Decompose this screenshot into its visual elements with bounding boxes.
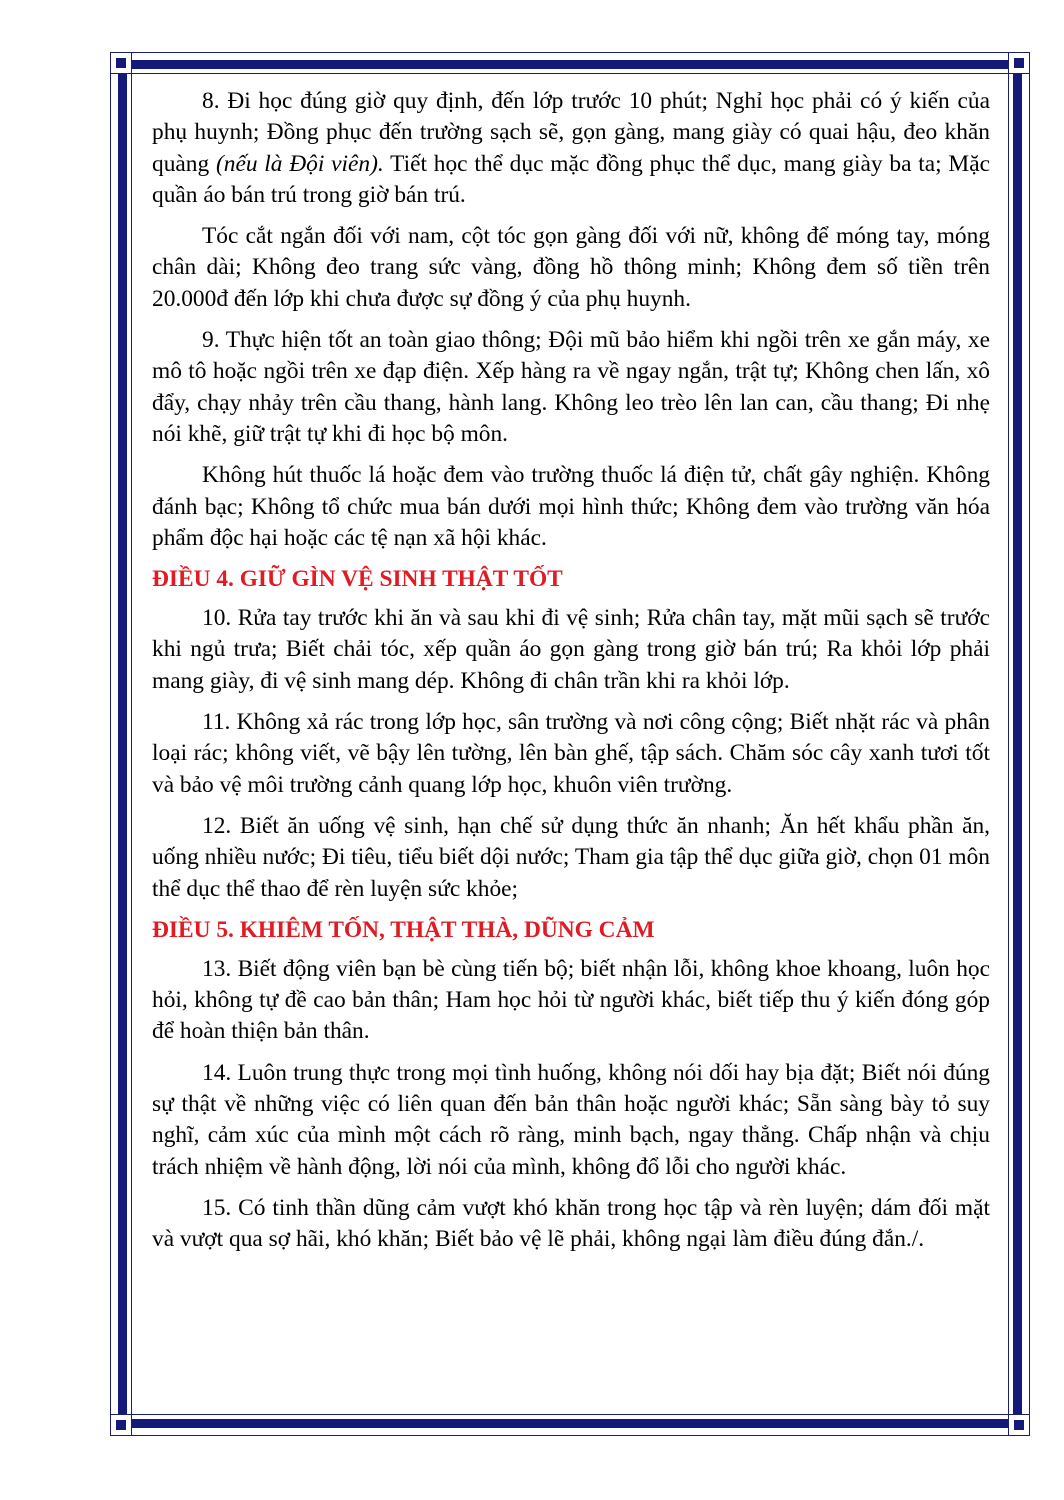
paragraph-14: 14. Luôn trung thực trong mọi tình huống, không nói dối hay bịa đặt; Biết nói đúng sự thật về những việc có liên quan đến bản thân hoặc người khác; Sẵn sàng bày tỏ suy nghĩ, cảm xúc của mình một cách rõ ràng, minh bạch, ngay thẳng. Chấp nhận và chịu trách nhiệm về hành động, lời nói của mình, không đổ lỗi cho người khác.	[152, 1059, 990, 1180]
paragraph-8	[152, 86, 990, 211]
section-heading-4: ĐIỀU 4. GIỮ GÌN VỆ SINH THẬT TỐT	[152, 566, 563, 593]
paragraph-12: 12. Biết ăn uống vệ sinh, hạn chế sử dụng thức ăn nhanh; Ăn hết khẩu phần ăn, uống nhiều nước; Đi tiêu, tiểu biết dội nước; Tham gia tập thể dục giữa giờ, chọn 01 môn thể dục thể thao để rèn luyện sức khỏe;	[152, 812, 990, 902]
section-heading-5: ĐIỀU 5. KHIÊM TỐN, THẬT THÀ, DŨNG CẢM	[152, 916, 655, 943]
paragraph-9-continued: Không hút thuốc lá hoặc đem vào trường thuốc lá điện tử, chất gây nghiện. Không đánh bạc; Không tổ chức mua bán dưới mọi hình thức; Không đem vào trường văn hóa phẩm độc hại hoặc các tệ nạn xã hội khác.	[152, 462, 990, 551]
border-corner-top-right	[1008, 52, 1030, 74]
paragraph-11: 11. Không xả rác trong lớp học, sân trường và nơi công cộng; Biết nhặt rác và phân loại rác; không viết, vẽ bậy lên tường, lên bàn ghế, tập sách. Chăm sóc cây xanh tươi tốt và bảo vệ môi trường cảnh quang lớp học, khuôn viên trường.	[152, 709, 990, 798]
document-body	[152, 86, 990, 1266]
border-corner-top-left	[110, 52, 132, 74]
paragraph-13: 13. Biết động viên bạn bè cùng tiến bộ; biết nhận lỗi, không khoe khoang, luôn học hỏi, không tự đề cao bản thân; Ham học hỏi từ người khác, biết tiếp thu ý kiến đóng góp để hoàn thiện bản thân.	[152, 955, 990, 1045]
paragraph-8-continued: Tóc cắt ngắn đối với nam, cột tóc gọn gàng đối với nữ, không để móng tay, móng chân dài; Không đeo trang sức vàng, đồng hồ thông minh; Không đem số tiền trên 20.000đ đến lớp khi chưa được sự đồng ý của phụ huynh.	[152, 223, 990, 312]
paragraph-10: 10. Rửa tay trước khi ăn và sau khi đi vệ sinh; Rửa chân tay, mặt mũi sạch sẽ trước khi ngủ trưa; Biết chải tóc, xếp quần áo gọn gàng trong giờ bán trú; Ra khỏi lớp phải mang giày, đi vệ sinh mang dép. Không đi chân trần khi ra khỏi lớp.	[152, 605, 990, 694]
border-corner-bottom-right	[1008, 1414, 1030, 1436]
border-corner-bottom-left	[110, 1414, 132, 1436]
paragraph-8-text-a: 8. Đi học đúng giờ quy định, đến lớp trước 10 phút; Nghỉ học phải có ý kiến của phụ huynh; Đồng phục đến trường sạch sẽ, gọn gàng, mang giày có quai hậu, đeo khăn quàng	[152, 88, 990, 177]
paragraph-8-italic: (nếu là Đội viên).	[215, 150, 384, 177]
paragraph-9: 9. Thực hiện tốt an toàn giao thông; Đội mũ bảo hiểm khi ngồi trên xe gắn máy, xe mô tô hoặc ngồi trên xe đạp điện. Xếp hàng ra về ngay ngắn, trật tự; Không chen lấn, xô đẩy, chạy nhảy trên cầu thang, hành lang. Không leo trèo lên lan can, cầu thang; Đi nhẹ nói khẽ, giữ trật tự khi đi học bộ môn.	[152, 327, 990, 447]
paragraph-8-text-b: Tiết học thể dục mặc đồng phục thể dục, mang giày ba ta; Mặc quần áo bán trú trong giờ bán trú.	[152, 150, 990, 208]
paragraph-15: 15. Có tinh thần dũng cảm vượt khó khăn trong học tập và rèn luyện; dám đối mặt và vượt qua sợ hãi, khó khăn; Biết bảo vệ lẽ phải, không ngại làm điều đúng đắn./.	[152, 1194, 990, 1253]
